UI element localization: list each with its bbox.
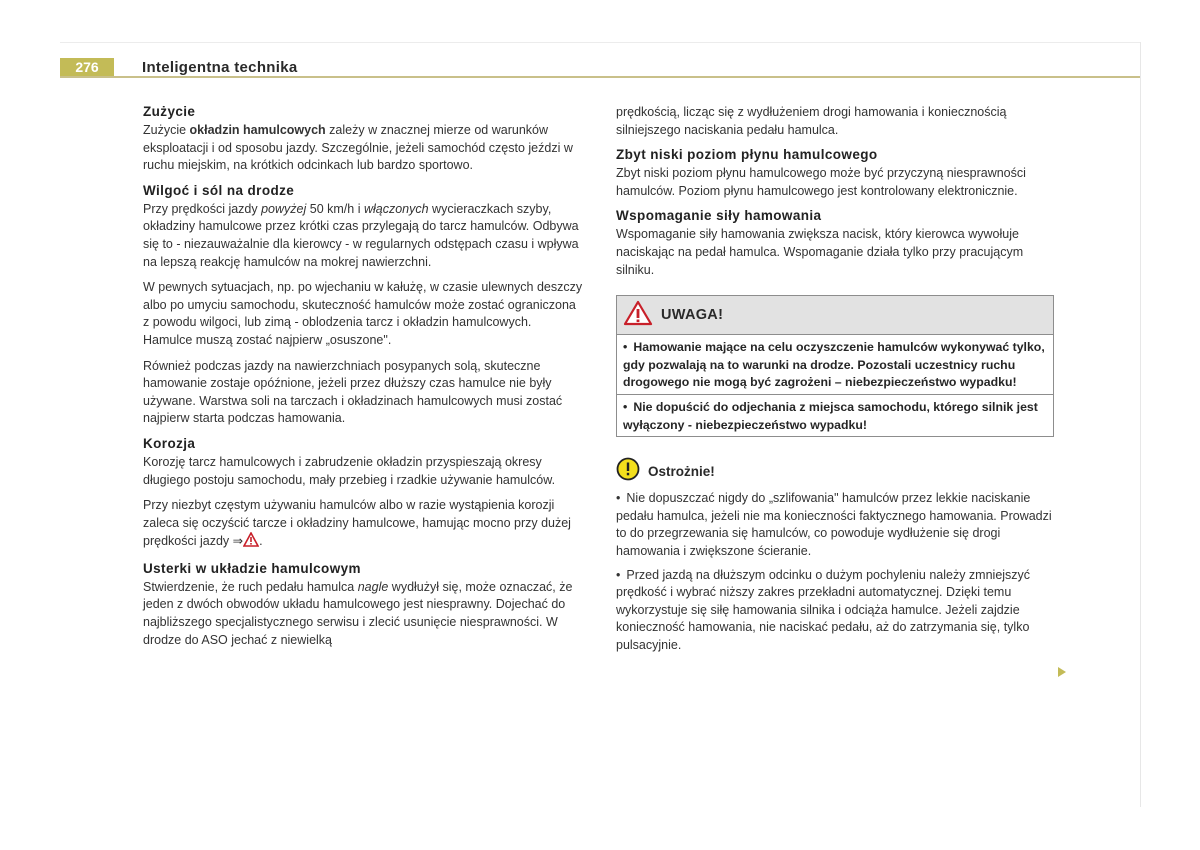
running-title: Inteligentna technika xyxy=(142,59,298,76)
paragraph-fault xyxy=(143,579,583,649)
bullet-glyph: • xyxy=(616,491,621,506)
italic-term: włączonych xyxy=(363,201,429,216)
text-span: wydłużył się, może oznaczać, że jeden z dwóch obwodów układu hamulcowego jest niesprawny. Dojechać do najbliższego specjalistycznego serwisu i zlecić usunięcie niesprawności. W drodze do ASO jechać z niewielką xyxy=(143,579,573,647)
caution-item-text: Przed jazdą na dłuższym odcinku o dużym pochyleniu należy zmniejszyć prędkość i wybrać niższy zakres przekładni automatycznej. Dzięki temu wykorzystuje się siłę hamowania silnika i odciąża hamulce. Jeżeli zajdzie konieczność hamowania, nie naciskać pedału, aż do zatrzymania się, tylko pulsacyjnie. xyxy=(616,567,1031,652)
paragraph-low-fluid: Zbyt niski poziom płynu hamulcowego może być przyczyną niesprawności hamulców. Poziom płynu hamulcowego jest kontrolowany elektronicznie. xyxy=(616,166,1026,198)
text-span: . xyxy=(259,534,263,549)
heading-moisture: Wilgoć i sól na drodze xyxy=(143,182,295,198)
bullet-glyph: • xyxy=(616,567,621,582)
warning-item-text: Nie dopuścić do odjechania z miejsca samochodu, którego silnik jest wyłączony - niebezpieczeństwo wypadku! xyxy=(623,399,1038,432)
caution-title: Ostrożnie! xyxy=(648,464,715,480)
paragraph-corrosion-1: Korozję tarcz hamulcowych i zabrudzenie okładzin przyspieszają okresy długiego postoju samochodu, mały przebieg i rzadkie używanie hamulców. xyxy=(143,454,556,487)
warning-triangle-icon[interactable] xyxy=(243,532,259,553)
warning-item xyxy=(617,335,1053,394)
paragraph-moisture-1 xyxy=(143,201,583,271)
paragraph-brake-assist: Wspomaganie siły hamowania zwiększa nacisk, który kierowca wywołuje naciskając na pedał hamulca. Wspomaganie działa tylko przy pracującym silniku. xyxy=(616,227,1024,277)
section-wear xyxy=(143,104,583,175)
paragraph-corrosion-2 xyxy=(143,497,583,553)
warning-triangle-icon xyxy=(623,300,653,331)
caution-item xyxy=(616,567,1056,655)
paragraph-wear xyxy=(143,122,583,175)
heading-brake-assist: Wspomaganie siły hamowania xyxy=(616,208,822,224)
left-column xyxy=(143,104,583,657)
section-corrosion xyxy=(143,436,583,553)
next-page-arrow-icon[interactable] xyxy=(1057,665,1067,683)
warning-box xyxy=(616,295,1054,437)
page-edge-right xyxy=(1140,42,1141,807)
heading-corrosion: Korozja xyxy=(143,435,196,451)
caution-circle-icon xyxy=(616,457,640,486)
bold-term: okładzin hamulcowych xyxy=(189,123,326,137)
text-span: wycieraczkach szyby, okładziny hamulcowe przez krótki czas przylegają do tarcz hamulców. Odbywa się to - niezauważalnie dla kierowcy - w regularnych odstępach czasu i wpływa na lepszą reakcję hamulców na mokrej nawierzchni. xyxy=(143,201,579,269)
bullet-glyph: • xyxy=(623,399,628,414)
page-number: 276 xyxy=(60,58,114,77)
text-span: Zużycie xyxy=(143,123,190,137)
caution-item-text: Nie dopuszczać nigdy do „szlifowania" hamulców przez lekkie naciskanie pedału hamulca, jeżeli nie ma konieczności faktycznego hamowania. Prowadzi to do przegrzewania się hamulców, co powoduje wydłużenie się drogi hamowania i zwiększone ścieranie. xyxy=(616,491,1052,558)
bullet-glyph: • xyxy=(623,340,628,355)
italic-term: nagle xyxy=(357,579,389,594)
section-low-fluid xyxy=(616,147,1056,200)
section-fault xyxy=(143,561,583,649)
warning-header xyxy=(617,296,1053,335)
right-column xyxy=(616,104,1056,660)
heading-fault: Usterki w układzie hamulcowym xyxy=(143,560,361,576)
heading-low-fluid: Zbyt niski poziom płynu hamulcowego xyxy=(616,147,878,163)
text-span: 50 km/h i xyxy=(306,201,364,216)
text-span: Przy niezbyt częstym używaniu hamulców albo w razie wystąpienia korozji zaleca się oczyścić tarcze i okładziny hamulcowe, hamując mocno przy dużej prędkości jazdy ⇒ xyxy=(143,498,571,549)
paragraph-fault-continued: prędkością, licząc się z wydłużeniem drogi hamowania i koniecznością silniejszego naciskania pedału hamulca. xyxy=(616,105,1007,137)
caution-header xyxy=(616,457,1056,486)
caution-item xyxy=(616,490,1056,560)
page-edge-top xyxy=(60,42,1140,43)
text-span: Przy prędkości jazdy xyxy=(143,201,262,216)
heading-wear: Zużycie xyxy=(143,104,196,119)
warning-item xyxy=(617,394,1053,436)
paragraph-moisture-2: W pewnych sytuacjach, np. po wjechaniu w kałużę, w czasie ulewnych deszczy albo po umyciu samochodu, skuteczność hamulców może zostać ograniczona z powodu wilgoci, lub zimą - oblodzenia tarcz i okładzin hamulcowych. Hamulce muszą zostać najpierw „osuszone". xyxy=(143,280,583,347)
paragraph-moisture-3: Również podczas jazdy na nawierzchniach posypanych solą, skuteczne hamowanie zostaje opóźnione, jeżeli przez dłuższy czas hamulce nie były używane. Warstwa soli na tarczach i okładzinach hamulcowych musi zostać najpierw starta podczas hamowania. xyxy=(143,358,563,426)
header-rule xyxy=(60,76,1140,78)
text-span: zależy w znacznej mierze od warunków eksploatacji i od sposobu jazdy. Szczególnie, jeżeli samochód często jeździ w ruchu miejskim, na krótkich odcinkach lub bardzo sportowo. xyxy=(143,123,573,173)
warning-item-text: Hamowanie mające na celu oczyszczenie hamulców wykonywać tylko, gdy pozwalają na to warunki na drodze. Pozostali uczestnicy ruchu drogowego nie mogą być zagrożeni – niebezpieczeństwo wypadku! xyxy=(623,340,1045,390)
section-moisture xyxy=(143,183,583,428)
warning-title: UWAGA! xyxy=(661,307,724,324)
italic-term: powyżej xyxy=(261,201,307,216)
section-brake-assist xyxy=(616,208,1056,279)
text-span: Stwierdzenie, że ruch pedału hamulca xyxy=(143,579,358,594)
